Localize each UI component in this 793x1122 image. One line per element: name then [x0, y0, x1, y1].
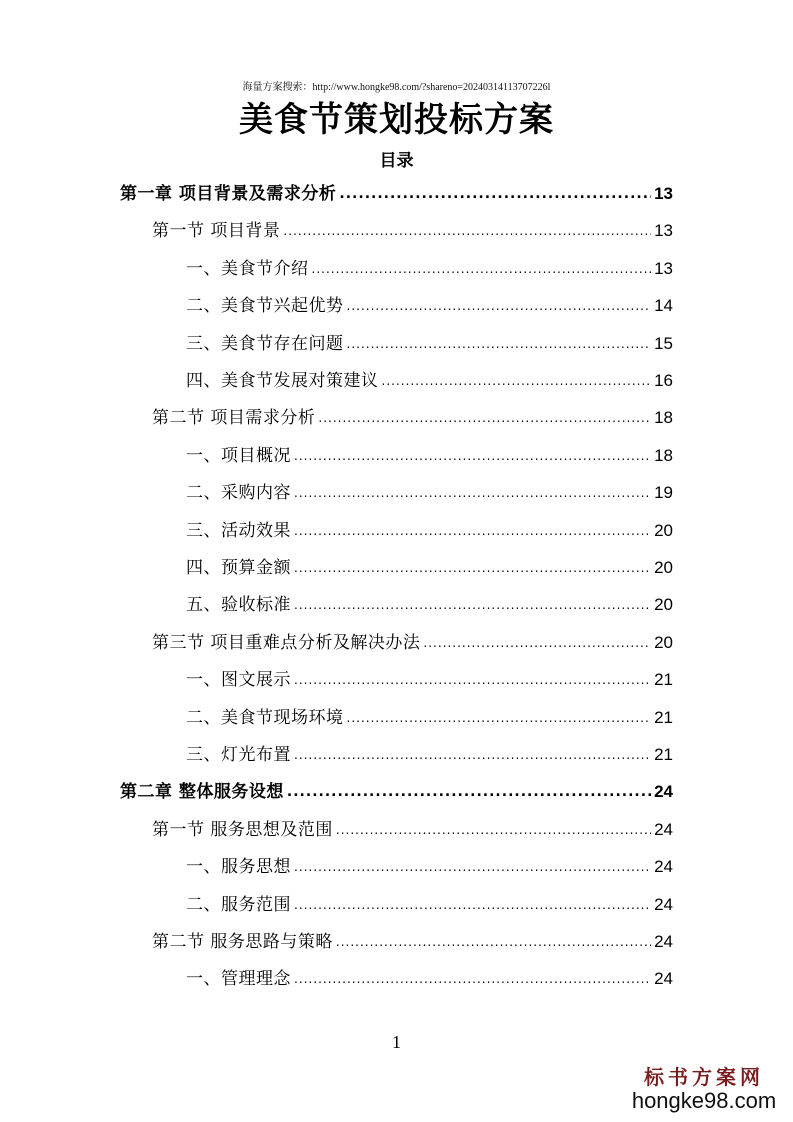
- toc-entry-label: 二、美食节兴起优势: [186, 296, 344, 317]
- toc-entry-page: 21: [654, 745, 673, 764]
- toc-entry-page: 20: [654, 595, 673, 615]
- toc-entry-page: 14: [654, 296, 673, 316]
- toc-entry[interactable]: [152, 923, 673, 960]
- document-title: 美食节策划投标方案: [239, 100, 554, 140]
- toc-entry-page: 24: [654, 894, 673, 914]
- toc-leader-dots: [382, 363, 652, 400]
- toc-entry[interactable]: [152, 624, 673, 661]
- toc-entry[interactable]: [152, 811, 673, 848]
- toc-entry-label: 一、项目概况: [186, 445, 291, 466]
- toc-entry-label: 一、管理理念: [186, 969, 291, 990]
- toc-entry-label: 第一节 项目背景: [152, 221, 281, 242]
- toc-leader-dots: [423, 625, 651, 662]
- toc-entry-label: 第一章 项目背景及需求分析: [120, 184, 337, 204]
- toc-entry-label: 二、美食节现场环境: [186, 707, 344, 728]
- toc-entry-page: 24: [654, 782, 673, 802]
- toc-entry[interactable]: [152, 212, 673, 249]
- toc-leader-dots: [294, 961, 651, 998]
- toc-leader-dots: [347, 700, 652, 737]
- toc-entry[interactable]: [186, 287, 673, 324]
- toc-entry-page: 13: [654, 184, 673, 203]
- toc-entry-page: 18: [654, 445, 673, 465]
- toc-entry-label: 二、服务范围: [186, 894, 291, 915]
- toc-entry[interactable]: [120, 175, 673, 212]
- toc-entry-label: 五、验收标准: [186, 595, 291, 616]
- toc-entry[interactable]: [186, 250, 673, 287]
- toc-entry-label: 第二节 服务思路与策略: [152, 932, 333, 952]
- toc-entry-page: 20: [654, 632, 673, 652]
- toc-entry-label: 一、美食节介绍: [186, 258, 309, 279]
- toc-heading: 目录: [379, 151, 414, 171]
- page-number: 1: [392, 1032, 401, 1052]
- toc-entry-label: 四、美食节发展对策建议: [186, 371, 379, 391]
- toc-entry-label: 一、服务思想: [186, 857, 291, 878]
- toc-entry[interactable]: [186, 474, 673, 511]
- toc-entry-label: 三、美食节存在问题: [186, 333, 344, 354]
- toc-entry-page: 16: [654, 371, 673, 390]
- toc-entry-page: 21: [654, 670, 673, 690]
- header-url[interactable]: 海量方案搜索：http://www.hongke98.com/?shareno=20240314113707226l: [242, 82, 551, 93]
- toc-entry[interactable]: [186, 848, 673, 885]
- toc-leader-dots: [283, 213, 651, 250]
- toc-leader-dots: [336, 812, 651, 849]
- toc-leader-dots: [347, 326, 652, 363]
- toc-entry-label: 四、预算金额: [186, 558, 291, 578]
- toc-entry-label: 二、采购内容: [186, 483, 291, 504]
- toc-entry-page: 15: [654, 333, 673, 353]
- toc-entry[interactable]: [186, 960, 673, 997]
- toc-entry-label: 三、灯光布置: [186, 745, 291, 765]
- toc-entry-page: 20: [654, 558, 673, 577]
- toc-entry-label: 第一节 服务思想及范围: [152, 819, 333, 840]
- toc-entry-page: 21: [654, 707, 673, 727]
- toc-entry-label: 第二章 整体服务设想: [120, 782, 284, 803]
- toc-leader-dots: [294, 475, 651, 512]
- toc-entry-label: 一、图文展示: [186, 670, 291, 691]
- toc-leader-dots: [294, 887, 651, 924]
- toc-leader-dots: [294, 438, 651, 475]
- watermark-logo: [629, 1061, 779, 1114]
- toc-leader-dots: [287, 774, 651, 811]
- toc-entry[interactable]: [186, 362, 673, 399]
- toc-leader-dots: [294, 737, 651, 774]
- toc-entry-page: 24: [654, 932, 673, 951]
- toc-entry-page: 13: [654, 258, 673, 278]
- toc-leader-dots: [294, 662, 651, 699]
- toc-entry[interactable]: [186, 549, 673, 586]
- watermark-en: hongke98.com: [631, 1088, 777, 1113]
- toc-entry-page: 13: [654, 221, 673, 241]
- toc-entry[interactable]: [186, 886, 673, 923]
- toc-leader-dots: [347, 288, 652, 325]
- toc-entry[interactable]: [186, 736, 673, 773]
- toc-entry-page: 24: [654, 857, 673, 877]
- toc-leader-dots: [294, 513, 651, 550]
- toc-entry[interactable]: [186, 512, 673, 549]
- toc-leader-dots: [336, 924, 651, 961]
- toc-entry[interactable]: [186, 661, 673, 698]
- toc-entry[interactable]: [186, 586, 673, 623]
- toc-entry-label: 第三节 项目重难点分析及解决办法: [152, 632, 421, 653]
- toc-entry[interactable]: [152, 399, 673, 436]
- toc-leader-dots: [294, 550, 651, 587]
- toc-entry[interactable]: [120, 773, 673, 810]
- watermark-cn: 标书方案网: [644, 1065, 764, 1089]
- toc-leader-dots: [294, 849, 651, 886]
- toc-entry[interactable]: [186, 325, 673, 362]
- toc-entry[interactable]: [186, 437, 673, 474]
- toc-leader-dots: [294, 587, 651, 624]
- toc-entry[interactable]: [186, 699, 673, 736]
- toc-entry-label: 第二节 项目需求分析: [152, 408, 316, 429]
- toc-entry-label: 三、活动效果: [186, 520, 291, 541]
- toc-entry-page: 24: [654, 969, 673, 989]
- toc-entry-page: 20: [654, 520, 673, 540]
- toc-entry-page: 18: [654, 408, 673, 428]
- toc-leader-dots: [312, 251, 652, 288]
- toc-entry-page: 19: [654, 483, 673, 503]
- toc-entry-page: 24: [654, 819, 673, 839]
- toc-leader-dots: [339, 176, 651, 213]
- toc-leader-dots: [318, 400, 651, 437]
